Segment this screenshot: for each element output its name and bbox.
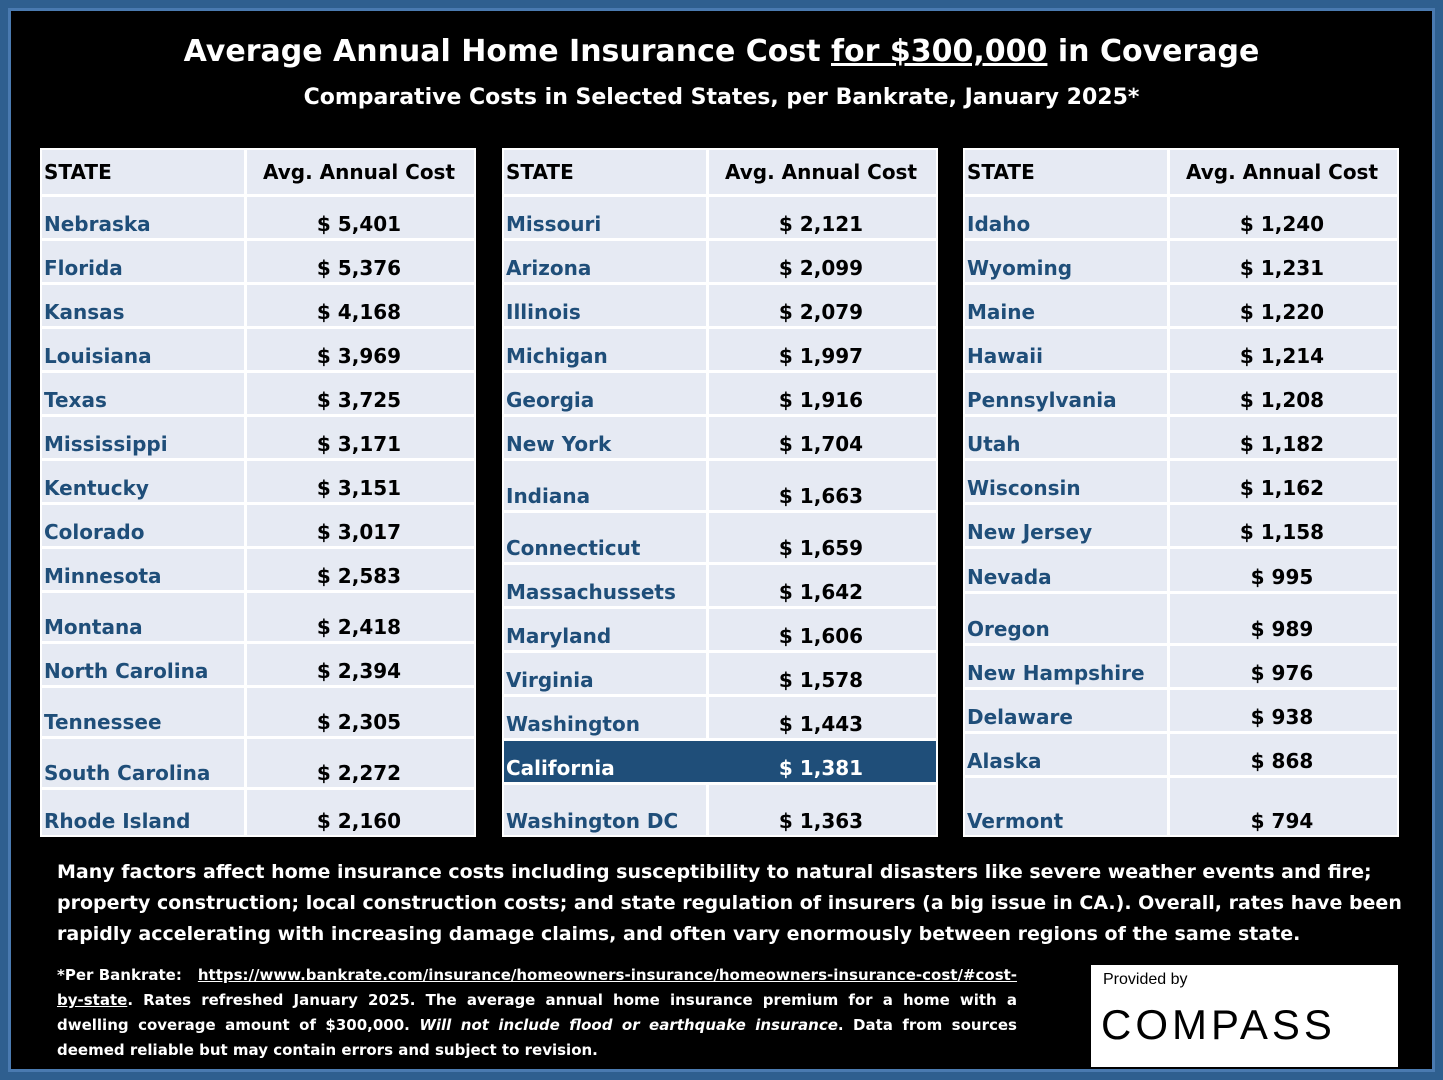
cost-value: $ 2,160 [316, 809, 402, 833]
table-row [965, 731, 1397, 775]
footnote-end: . Data from sources deemed reliable but may contain errors and subject to revision. [57, 1016, 1017, 1059]
cost-value: $ 1,220 [1239, 300, 1325, 324]
table-row [965, 326, 1397, 370]
header-state: STATE [44, 160, 112, 184]
state-name: Illinois [506, 300, 581, 324]
state-name: Massachussets [506, 580, 676, 604]
cost-value: $ 1,997 [778, 344, 864, 368]
state-name: Georgia [506, 388, 595, 412]
table-row [965, 194, 1397, 238]
table-row [504, 282, 936, 326]
cost-value: $ 1,363 [778, 809, 864, 833]
table-row [504, 458, 936, 510]
cost-value: $ 1,158 [1239, 520, 1325, 544]
cost-value: $ 1,182 [1239, 432, 1325, 456]
infographic-frame [8, 8, 1435, 1072]
cost-value: $ 1,443 [778, 712, 864, 736]
state-name: New Hampshire [967, 661, 1145, 685]
state-name: Colorado [44, 520, 145, 544]
cost-value: $ 938 [1250, 705, 1314, 729]
table-row [504, 414, 936, 458]
cost-value: $ 1,214 [1239, 344, 1325, 368]
footnote-italic: Will not include flood or earthquake insurance [419, 1016, 838, 1034]
state-name: Nebraska [44, 212, 151, 236]
table-row [504, 238, 936, 282]
state-name: Delaware [967, 705, 1073, 729]
cost-value: $ 1,381 [778, 756, 864, 780]
table-row [42, 590, 474, 641]
footnote-prefix: *Per Bankrate: [57, 966, 182, 984]
state-name: Virginia [506, 668, 594, 692]
table-row [42, 458, 474, 502]
cost-value: $ 2,394 [316, 659, 402, 683]
table-row [965, 414, 1397, 458]
table-row [504, 738, 936, 782]
table-row [965, 502, 1397, 546]
page-subtitle: Comparative Costs in Selected States, per Bankrate, January 2025* [303, 85, 1140, 110]
table-row [42, 326, 474, 370]
table-row [42, 736, 474, 787]
table-row [504, 326, 936, 370]
footnote-text: . Rates refreshed January 2025. The average annual home insurance premium for a home with a dwelling coverage amount of $300,000. [57, 991, 1017, 1034]
cost-value: $ 976 [1250, 661, 1314, 685]
table-row [965, 775, 1397, 835]
cost-value: $ 3,171 [316, 432, 402, 456]
cost-value: $ 2,121 [778, 212, 864, 236]
cost-value: $ 3,017 [316, 520, 402, 544]
table-row [965, 282, 1397, 326]
cost-value: $ 3,969 [316, 344, 402, 368]
cost-value: $ 1,162 [1239, 476, 1325, 500]
cost-value: $ 1,704 [778, 432, 864, 456]
state-name: Minnesota [44, 564, 162, 588]
state-name: California [506, 756, 615, 780]
state-name: Michigan [506, 344, 608, 368]
header-cost: Avg. Annual Cost [724, 160, 918, 184]
cost-value: $ 1,231 [1239, 256, 1325, 280]
cost-table-1 [40, 148, 476, 837]
state-name: Hawaii [967, 344, 1043, 368]
table-row [42, 685, 474, 736]
table-row [965, 643, 1397, 687]
state-name: Washington [506, 712, 640, 736]
state-name: Florida [44, 256, 123, 280]
state-name: Indiana [506, 484, 591, 508]
state-name: New Jersey [967, 520, 1093, 544]
table-row [42, 641, 474, 685]
state-name: Alaska [967, 749, 1042, 773]
table-row [504, 694, 936, 738]
header-state: STATE [506, 160, 574, 184]
cost-value: $ 5,401 [316, 212, 402, 236]
state-name: Kentucky [44, 476, 149, 500]
cost-value: $ 3,151 [316, 476, 402, 500]
state-name: Tennessee [44, 710, 162, 734]
explanatory-note: Many factors affect home insurance costs including susceptibility to natural disasters like severe weather events and fire; property construction; local construction costs; and state regulation of insurers (a big issue in CA.). Overall, rates have been rapidly accelerating with increasing damage claims, and often vary enormously between regions of the same state. [57, 861, 1402, 945]
table-row [504, 782, 936, 835]
cost-value: $ 5,376 [316, 256, 402, 280]
state-name: Kansas [44, 300, 125, 324]
state-name: Pennsylvania [967, 388, 1117, 412]
header-cost: Avg. Annual Cost [1185, 160, 1379, 184]
cost-value: $ 4,168 [316, 300, 402, 324]
state-name: Rhode Island [44, 809, 191, 833]
table-row [42, 546, 474, 590]
state-name: New York [506, 432, 612, 456]
cost-value: $ 989 [1250, 617, 1314, 641]
table-row [504, 510, 936, 562]
provided-by-label: Provided by [1103, 971, 1188, 988]
cost-value: $ 1,916 [778, 388, 864, 412]
state-name: Texas [44, 388, 107, 412]
table-row [42, 414, 474, 458]
state-name: Wyoming [967, 256, 1073, 280]
cost-value: $ 1,240 [1239, 212, 1325, 236]
cost-value: $ 2,272 [316, 761, 402, 785]
table-row [42, 787, 474, 835]
cost-value: $ 2,418 [316, 615, 402, 639]
footnote [57, 963, 1017, 1063]
header-cost: Avg. Annual Cost [262, 160, 456, 184]
table-row [42, 238, 474, 282]
state-name: Idaho [967, 212, 1031, 236]
table-row [504, 194, 936, 238]
table-row [965, 546, 1397, 591]
cost-value: $ 1,208 [1239, 388, 1325, 412]
table-row [965, 458, 1397, 502]
state-name: Arizona [506, 256, 592, 280]
table-row [42, 370, 474, 414]
title-underlined: for $300,000 [831, 34, 1048, 69]
cost-table-3 [963, 148, 1399, 837]
state-name: Wisconsin [967, 476, 1081, 500]
state-name: Louisiana [44, 344, 152, 368]
cost-value: $ 2,079 [778, 300, 864, 324]
state-name: Oregon [967, 617, 1050, 641]
cost-value: $ 2,305 [316, 710, 402, 734]
table-row [504, 562, 936, 606]
cost-value: $ 1,606 [778, 624, 864, 648]
cost-value: $ 1,659 [778, 536, 864, 560]
state-name: Nevada [967, 565, 1052, 589]
state-name: Montana [44, 615, 143, 639]
state-name: South Carolina [44, 761, 211, 785]
cost-value: $ 3,725 [316, 388, 402, 412]
state-name: Missouri [506, 212, 602, 236]
state-name: Vermont [967, 809, 1064, 833]
state-name: Maine [967, 300, 1036, 324]
table-row [965, 687, 1397, 731]
header-state: STATE [967, 160, 1035, 184]
table-row [42, 282, 474, 326]
title-text-end: in Coverage [1047, 34, 1260, 69]
state-name: Connecticut [506, 536, 641, 560]
cost-value: $ 1,642 [778, 580, 864, 604]
state-name: Washington DC [506, 809, 679, 833]
cost-value: $ 1,663 [778, 484, 864, 508]
table-row [504, 606, 936, 650]
table-row [965, 370, 1397, 414]
state-name: Utah [967, 432, 1021, 456]
state-name: Mississippi [44, 432, 168, 456]
table-row [504, 370, 936, 414]
state-name: North Carolina [44, 659, 209, 683]
cost-table-2 [502, 148, 938, 837]
table-row [42, 194, 474, 238]
page-title [11, 33, 1432, 71]
compass-wordmark: COMPASS [1101, 1001, 1336, 1048]
cost-value: $ 794 [1250, 809, 1314, 833]
title-text: Average Annual Home Insurance Cost [183, 34, 831, 69]
cost-value: $ 2,583 [316, 564, 402, 588]
table-row [965, 238, 1397, 282]
cost-value: $ 868 [1250, 749, 1314, 773]
state-name: Maryland [506, 624, 612, 648]
cost-value: $ 995 [1250, 565, 1314, 589]
table-row [504, 650, 936, 694]
table-row [42, 502, 474, 546]
compass-logo [1091, 965, 1398, 1067]
cost-value: $ 2,099 [778, 256, 864, 280]
cost-value: $ 1,578 [778, 668, 864, 692]
source-link[interactable]: https://www.bankrate.com/insurance/homeowners-insurance/homeowners-insurance-cost/#cost-by-state [57, 966, 1018, 1009]
table-row [965, 591, 1397, 643]
